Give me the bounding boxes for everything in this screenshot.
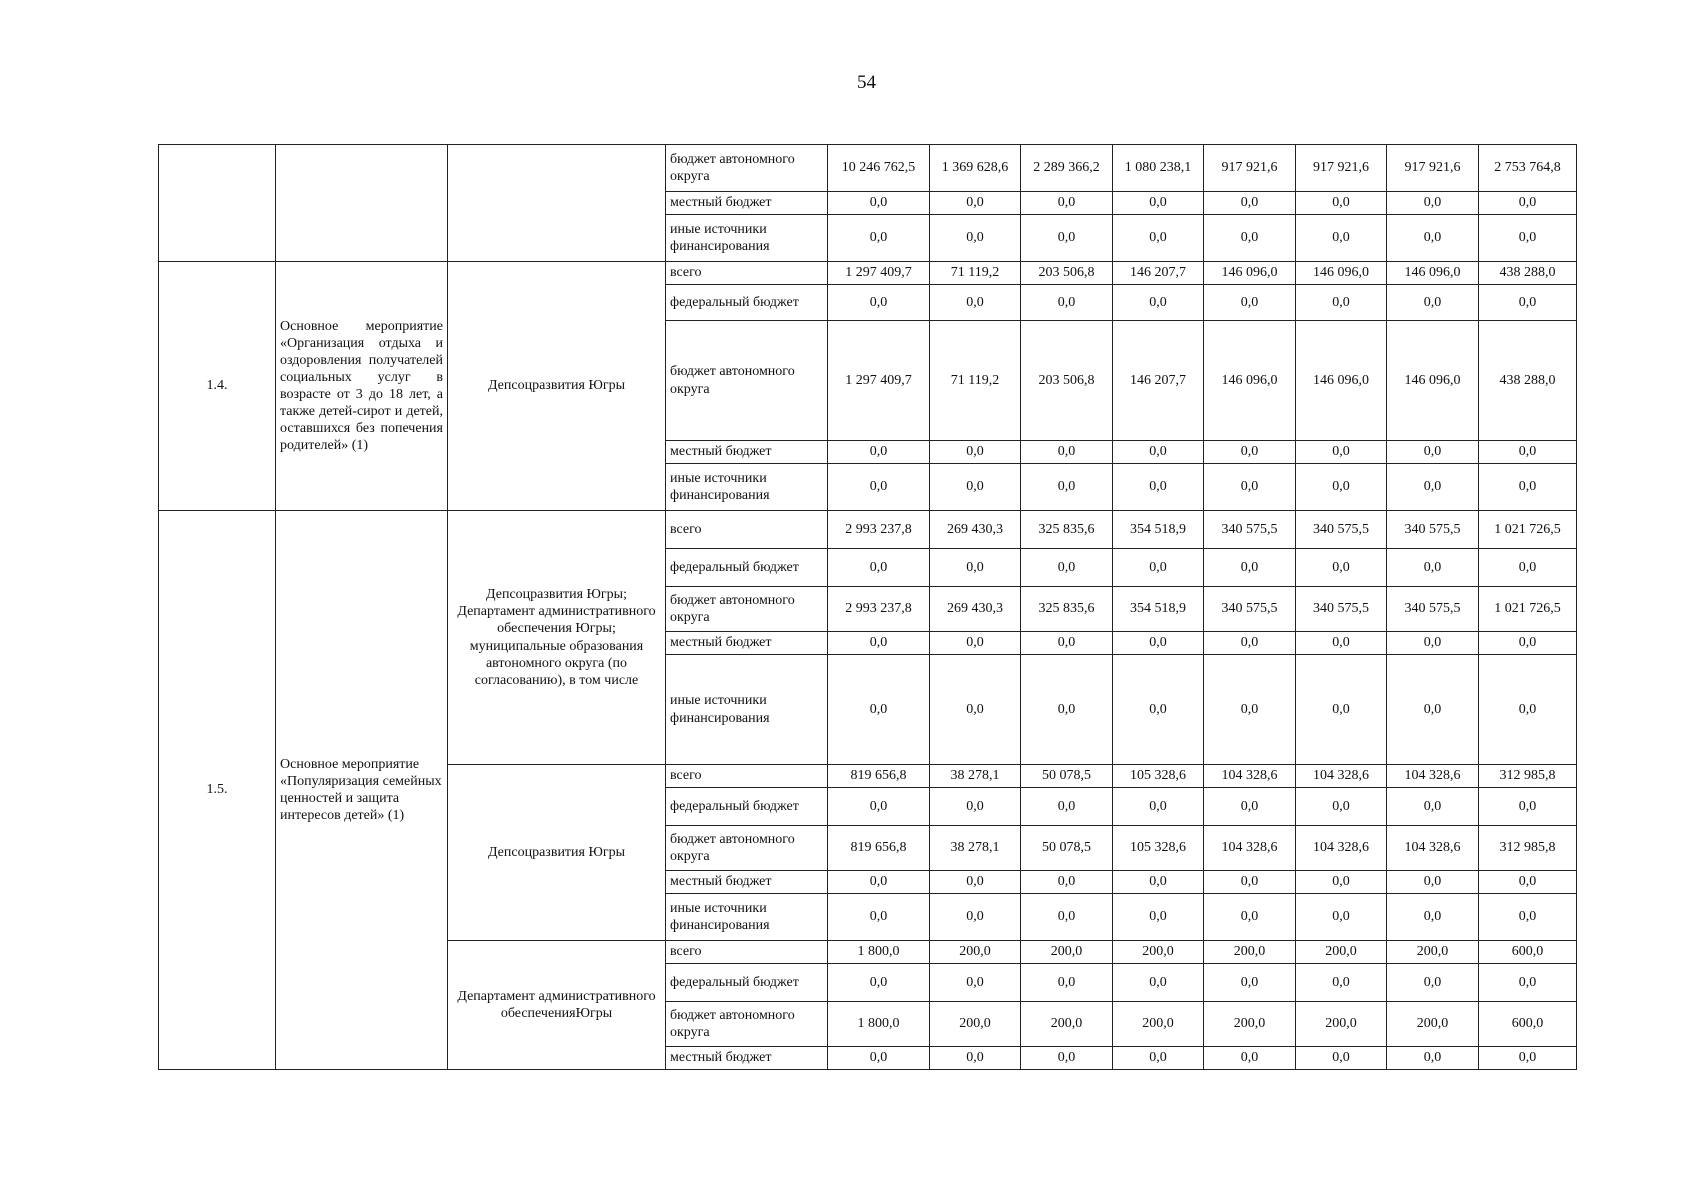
value-cell: 917 921,6 bbox=[1296, 145, 1387, 192]
value-cell: 0,0 bbox=[1479, 788, 1577, 826]
value-cell: 819 656,8 bbox=[828, 765, 930, 788]
value-cell: 0,0 bbox=[828, 894, 930, 941]
value-cell: 104 328,6 bbox=[1204, 765, 1296, 788]
value-cell: 0,0 bbox=[1296, 632, 1387, 655]
value-cell: 146 096,0 bbox=[1296, 262, 1387, 285]
value-cell: 0,0 bbox=[1113, 964, 1204, 1002]
value-cell: 340 575,5 bbox=[1296, 587, 1387, 632]
value-cell: 2 753 764,8 bbox=[1479, 145, 1577, 192]
value-cell: 0,0 bbox=[828, 964, 930, 1002]
value-cell: 0,0 bbox=[1021, 192, 1113, 215]
source-label: местный бюджет bbox=[666, 192, 828, 215]
value-cell: 0,0 bbox=[1479, 192, 1577, 215]
value-cell: 0,0 bbox=[1296, 285, 1387, 321]
value-cell: 0,0 bbox=[1204, 549, 1296, 587]
value-cell: 105 328,6 bbox=[1113, 826, 1204, 871]
value-cell: 0,0 bbox=[1113, 285, 1204, 321]
value-cell: 104 328,6 bbox=[1204, 826, 1296, 871]
source-label: всего bbox=[666, 765, 828, 788]
value-cell: 1 021 726,5 bbox=[1479, 511, 1577, 549]
value-cell: 312 985,8 bbox=[1479, 826, 1577, 871]
source-label: иные источники финансирования bbox=[666, 464, 828, 511]
value-cell: 38 278,1 bbox=[930, 826, 1021, 871]
measure-name: Основное мероприятие «Организация отдыха и оздоровления получателей социальных услуг в возрасте от 3 до 18 лет, а также детей-сирот и детей, оставшихся без попечения родителей» (1) bbox=[276, 262, 448, 511]
value-cell: 104 328,6 bbox=[1387, 765, 1479, 788]
value-cell: 0,0 bbox=[1387, 1047, 1479, 1070]
value-cell: 0,0 bbox=[1021, 655, 1113, 765]
measure-name: Основное мероприятие «Популяризация семейных ценностей и защита интересов детей» (1) bbox=[276, 511, 448, 1070]
value-cell: 146 096,0 bbox=[1387, 321, 1479, 441]
value-cell: 200,0 bbox=[1021, 1002, 1113, 1047]
value-cell: 104 328,6 bbox=[1296, 765, 1387, 788]
value-cell: 0,0 bbox=[1296, 549, 1387, 587]
value-cell: 0,0 bbox=[1387, 192, 1479, 215]
value-cell: 0,0 bbox=[1296, 192, 1387, 215]
value-cell: 0,0 bbox=[1113, 549, 1204, 587]
value-cell: 0,0 bbox=[930, 464, 1021, 511]
value-cell: 0,0 bbox=[1204, 632, 1296, 655]
value-cell: 0,0 bbox=[1204, 655, 1296, 765]
source-label: федеральный бюджет bbox=[666, 964, 828, 1002]
value-cell: 1 800,0 bbox=[828, 1002, 930, 1047]
value-cell: 0,0 bbox=[1113, 871, 1204, 894]
page-number: 54 bbox=[857, 72, 876, 93]
value-cell: 1 369 628,6 bbox=[930, 145, 1021, 192]
value-cell: 0,0 bbox=[1021, 441, 1113, 464]
value-cell: 0,0 bbox=[930, 964, 1021, 1002]
source-label: федеральный бюджет bbox=[666, 788, 828, 826]
table-row bbox=[159, 511, 1577, 549]
source-label: местный бюджет bbox=[666, 441, 828, 464]
value-cell: 0,0 bbox=[930, 632, 1021, 655]
source-label: федеральный бюджет bbox=[666, 549, 828, 587]
value-cell: 325 835,6 bbox=[1021, 587, 1113, 632]
value-cell: 0,0 bbox=[1204, 464, 1296, 511]
measure-index: 1.4. bbox=[159, 262, 276, 511]
value-cell: 340 575,5 bbox=[1296, 511, 1387, 549]
value-cell: 0,0 bbox=[1479, 894, 1577, 941]
value-cell: 146 207,7 bbox=[1113, 262, 1204, 285]
value-cell: 354 518,9 bbox=[1113, 511, 1204, 549]
value-cell: 0,0 bbox=[1387, 464, 1479, 511]
value-cell: 0,0 bbox=[1387, 871, 1479, 894]
value-cell: 146 096,0 bbox=[1296, 321, 1387, 441]
value-cell: 1 080 238,1 bbox=[1113, 145, 1204, 192]
value-cell: 105 328,6 bbox=[1113, 765, 1204, 788]
value-cell: 819 656,8 bbox=[828, 826, 930, 871]
table-row bbox=[159, 145, 1577, 192]
value-cell: 0,0 bbox=[1387, 632, 1479, 655]
value-cell: 200,0 bbox=[1387, 1002, 1479, 1047]
value-cell: 0,0 bbox=[828, 215, 930, 262]
value-cell: 438 288,0 bbox=[1479, 321, 1577, 441]
value-cell: 325 835,6 bbox=[1021, 511, 1113, 549]
source-label: иные источники финансирования bbox=[666, 655, 828, 765]
value-cell: 0,0 bbox=[1387, 788, 1479, 826]
value-cell: 917 921,6 bbox=[1387, 145, 1479, 192]
value-cell: 200,0 bbox=[1296, 1002, 1387, 1047]
value-cell: 1 800,0 bbox=[828, 941, 930, 964]
carry-name-cell bbox=[276, 145, 448, 262]
source-label: бюджет автономного округа bbox=[666, 826, 828, 871]
source-label: бюджет автономного округа bbox=[666, 1002, 828, 1047]
value-cell: 0,0 bbox=[828, 632, 930, 655]
value-cell: 0,0 bbox=[1479, 964, 1577, 1002]
value-cell: 269 430,3 bbox=[930, 587, 1021, 632]
value-cell: 203 506,8 bbox=[1021, 262, 1113, 285]
value-cell: 0,0 bbox=[930, 788, 1021, 826]
value-cell: 10 246 762,5 bbox=[828, 145, 930, 192]
value-cell: 600,0 bbox=[1479, 941, 1577, 964]
value-cell: 0,0 bbox=[1479, 871, 1577, 894]
value-cell: 200,0 bbox=[1296, 941, 1387, 964]
value-cell: 0,0 bbox=[1296, 788, 1387, 826]
value-cell: 0,0 bbox=[1387, 549, 1479, 587]
source-label: местный бюджет bbox=[666, 632, 828, 655]
value-cell: 50 078,5 bbox=[1021, 826, 1113, 871]
value-cell: 0,0 bbox=[1479, 632, 1577, 655]
value-cell: 0,0 bbox=[1387, 441, 1479, 464]
value-cell: 0,0 bbox=[1113, 441, 1204, 464]
value-cell: 146 096,0 bbox=[1204, 262, 1296, 285]
value-cell: 0,0 bbox=[1479, 549, 1577, 587]
source-label: бюджет автономного округа bbox=[666, 145, 828, 192]
value-cell: 0,0 bbox=[1479, 215, 1577, 262]
value-cell: 0,0 bbox=[1113, 788, 1204, 826]
value-cell: 0,0 bbox=[1113, 215, 1204, 262]
value-cell: 0,0 bbox=[1204, 215, 1296, 262]
value-cell: 0,0 bbox=[1021, 894, 1113, 941]
value-cell: 0,0 bbox=[1387, 285, 1479, 321]
executor-cell: Депсоцразвития Югры bbox=[448, 765, 666, 941]
source-label: федеральный бюджет bbox=[666, 285, 828, 321]
executor-cell: Депсоцразвития Югры; Департамент административного обеспечения Югры; муниципальные образования автономного округа (по согласованию), в том числе bbox=[448, 511, 666, 765]
value-cell: 0,0 bbox=[930, 192, 1021, 215]
value-cell: 200,0 bbox=[930, 1002, 1021, 1047]
value-cell: 0,0 bbox=[1113, 464, 1204, 511]
value-cell: 354 518,9 bbox=[1113, 587, 1204, 632]
value-cell: 50 078,5 bbox=[1021, 765, 1113, 788]
value-cell: 0,0 bbox=[930, 1047, 1021, 1070]
source-label: местный бюджет bbox=[666, 1047, 828, 1070]
value-cell: 0,0 bbox=[1204, 871, 1296, 894]
value-cell: 0,0 bbox=[828, 1047, 930, 1070]
measure-index: 1.5. bbox=[159, 511, 276, 1070]
value-cell: 203 506,8 bbox=[1021, 321, 1113, 441]
value-cell: 1 297 409,7 bbox=[828, 321, 930, 441]
value-cell: 71 119,2 bbox=[930, 321, 1021, 441]
value-cell: 312 985,8 bbox=[1479, 765, 1577, 788]
value-cell: 340 575,5 bbox=[1204, 587, 1296, 632]
source-label: бюджет автономного округа bbox=[666, 587, 828, 632]
value-cell: 0,0 bbox=[1204, 192, 1296, 215]
value-cell: 0,0 bbox=[828, 871, 930, 894]
value-cell: 0,0 bbox=[1204, 1047, 1296, 1070]
value-cell: 0,0 bbox=[1296, 215, 1387, 262]
value-cell: 0,0 bbox=[1479, 285, 1577, 321]
value-cell: 0,0 bbox=[930, 549, 1021, 587]
value-cell: 0,0 bbox=[1387, 655, 1479, 765]
value-cell: 1 297 409,7 bbox=[828, 262, 930, 285]
value-cell: 0,0 bbox=[930, 441, 1021, 464]
value-cell: 0,0 bbox=[1021, 871, 1113, 894]
value-cell: 0,0 bbox=[1021, 964, 1113, 1002]
value-cell: 200,0 bbox=[1113, 1002, 1204, 1047]
value-cell: 200,0 bbox=[1113, 941, 1204, 964]
value-cell: 146 096,0 bbox=[1387, 262, 1479, 285]
value-cell: 0,0 bbox=[1204, 285, 1296, 321]
value-cell: 0,0 bbox=[1479, 441, 1577, 464]
value-cell: 0,0 bbox=[1021, 464, 1113, 511]
value-cell: 0,0 bbox=[1204, 964, 1296, 1002]
source-label: всего bbox=[666, 941, 828, 964]
value-cell: 0,0 bbox=[828, 655, 930, 765]
value-cell: 0,0 bbox=[1113, 1047, 1204, 1070]
value-cell: 0,0 bbox=[828, 192, 930, 215]
value-cell: 104 328,6 bbox=[1296, 826, 1387, 871]
value-cell: 146 096,0 bbox=[1204, 321, 1296, 441]
value-cell: 269 430,3 bbox=[930, 511, 1021, 549]
value-cell: 438 288,0 bbox=[1479, 262, 1577, 285]
value-cell: 0,0 bbox=[1387, 894, 1479, 941]
value-cell: 200,0 bbox=[1387, 941, 1479, 964]
value-cell: 0,0 bbox=[1021, 215, 1113, 262]
value-cell: 0,0 bbox=[1296, 871, 1387, 894]
value-cell: 0,0 bbox=[1021, 549, 1113, 587]
value-cell: 2 289 366,2 bbox=[1021, 145, 1113, 192]
source-label: всего bbox=[666, 262, 828, 285]
value-cell: 340 575,5 bbox=[1387, 511, 1479, 549]
value-cell: 340 575,5 bbox=[1204, 511, 1296, 549]
carry-executor-cell bbox=[448, 145, 666, 262]
value-cell: 200,0 bbox=[930, 941, 1021, 964]
value-cell: 200,0 bbox=[1021, 941, 1113, 964]
value-cell: 0,0 bbox=[1479, 1047, 1577, 1070]
value-cell: 340 575,5 bbox=[1387, 587, 1479, 632]
value-cell: 0,0 bbox=[1479, 655, 1577, 765]
value-cell: 200,0 bbox=[1204, 941, 1296, 964]
carry-index-cell bbox=[159, 145, 276, 262]
value-cell: 0,0 bbox=[1113, 192, 1204, 215]
executor-cell: Депсоцразвития Югры bbox=[448, 262, 666, 511]
value-cell: 0,0 bbox=[930, 215, 1021, 262]
value-cell: 38 278,1 bbox=[930, 765, 1021, 788]
value-cell: 0,0 bbox=[828, 788, 930, 826]
value-cell: 0,0 bbox=[1204, 441, 1296, 464]
source-label: бюджет автономного округа bbox=[666, 321, 828, 441]
value-cell: 0,0 bbox=[828, 549, 930, 587]
value-cell: 0,0 bbox=[1021, 788, 1113, 826]
value-cell: 917 921,6 bbox=[1204, 145, 1296, 192]
source-label: местный бюджет bbox=[666, 871, 828, 894]
value-cell: 1 021 726,5 bbox=[1479, 587, 1577, 632]
value-cell: 0,0 bbox=[1204, 788, 1296, 826]
value-cell: 0,0 bbox=[1021, 632, 1113, 655]
value-cell: 0,0 bbox=[1296, 894, 1387, 941]
value-cell: 0,0 bbox=[1296, 1047, 1387, 1070]
value-cell: 0,0 bbox=[930, 894, 1021, 941]
value-cell: 0,0 bbox=[1113, 632, 1204, 655]
value-cell: 2 993 237,8 bbox=[828, 511, 930, 549]
value-cell: 0,0 bbox=[1387, 215, 1479, 262]
value-cell: 104 328,6 bbox=[1387, 826, 1479, 871]
source-label: иные источники финансирования bbox=[666, 894, 828, 941]
value-cell: 0,0 bbox=[1113, 894, 1204, 941]
value-cell: 0,0 bbox=[1296, 441, 1387, 464]
value-cell: 0,0 bbox=[1113, 655, 1204, 765]
value-cell: 0,0 bbox=[828, 464, 930, 511]
value-cell: 146 207,7 bbox=[1113, 321, 1204, 441]
value-cell: 0,0 bbox=[1021, 1047, 1113, 1070]
value-cell: 0,0 bbox=[828, 285, 930, 321]
value-cell: 0,0 bbox=[930, 655, 1021, 765]
value-cell: 0,0 bbox=[1479, 464, 1577, 511]
value-cell: 0,0 bbox=[1296, 964, 1387, 1002]
value-cell: 0,0 bbox=[1296, 464, 1387, 511]
table-row bbox=[159, 262, 1577, 285]
value-cell: 0,0 bbox=[1296, 655, 1387, 765]
source-label: иные источники финансирования bbox=[666, 215, 828, 262]
value-cell: 200,0 bbox=[1204, 1002, 1296, 1047]
value-cell: 0,0 bbox=[1021, 285, 1113, 321]
value-cell: 0,0 bbox=[1204, 894, 1296, 941]
value-cell: 600,0 bbox=[1479, 1002, 1577, 1047]
value-cell: 0,0 bbox=[930, 871, 1021, 894]
value-cell: 71 119,2 bbox=[930, 262, 1021, 285]
value-cell: 2 993 237,8 bbox=[828, 587, 930, 632]
source-label: всего bbox=[666, 511, 828, 549]
financing-table bbox=[158, 144, 1577, 1070]
executor-cell: Департамент административного обеспеченияЮгры bbox=[448, 941, 666, 1070]
value-cell: 0,0 bbox=[930, 285, 1021, 321]
value-cell: 0,0 bbox=[828, 441, 930, 464]
value-cell: 0,0 bbox=[1387, 964, 1479, 1002]
